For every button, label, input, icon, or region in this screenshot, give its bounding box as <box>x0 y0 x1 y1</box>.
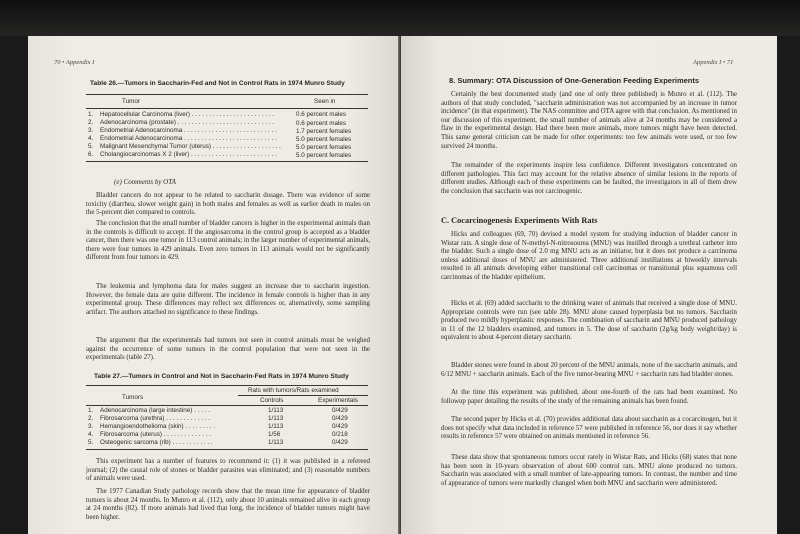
table27-group-rule <box>238 395 368 396</box>
comments-heading: (e) Comments by OTA <box>114 178 176 186</box>
table26-row-num: 5. <box>88 143 94 150</box>
table26-title-wrap <box>90 80 370 87</box>
table26-row-num: 6. <box>88 151 94 158</box>
table27-col-controls: Controls <box>260 397 284 404</box>
table26-title: Table 26.—Tumors in Saccharin-Fed and Not in Control Rats in 1974 Munro Study <box>90 80 345 87</box>
table26-bottom-rule <box>86 161 368 162</box>
table27-row-tumor: Hemangioendothelioma (skin) . . . . . . . . . <box>100 423 216 430</box>
right-para-4: Hicks et al. (69) added saccharin to the drinking water of animals that received a single dose of MNU. Appropriate controls were run (see table 28). MNU alone caused hyperplasia but no tumors. Saccharin produced two mildly hyperplastic responses. The combination of saccharin and MNU produced pathology in 11 of the 12 bladders examined, and tumors in 5. The dose of saccharin (2g/kg body weight/day) is equivalent to about 4-percent dietary saccharin. <box>441 300 737 342</box>
left-para-2: The conclusion that the small number of bladder cancers is higher in the experimental animals than in the controls is difficult to accept. If the angiosarcoma in the control group is accepted as a bladder cancer, then there was one tumor in 113 control animals; in the larger number of experimental animals, there were four tumors in 429 animals. Even zero tumors in 113 animals would not be significantly different from four tumors in 429. <box>86 220 370 262</box>
table27-col-experimentals: Experimentals <box>318 397 358 404</box>
left-para-1: Bladder cancers do not appear to be related to saccharin dosage. There was evidence of some toxicity (diarrhea, slower weight gain) in both males and females as well as earlier death in males on the 5-percent diet compared to controls. <box>86 192 370 217</box>
table27-top-rule <box>86 385 368 386</box>
table26-row-tumor: Malignant Mesenchymal Tumor (uterus) . . . . . . . . . . . . . . . . . . . . <box>100 143 281 150</box>
table27-row-experimentals: 0/429 <box>332 439 348 446</box>
table26-row-num: 3. <box>88 127 94 134</box>
left-running-head: 70 • Appendix I <box>54 59 95 66</box>
table27-row-tumor: Osteogenic sarcoma (rib) . . . . . . . . . . . . <box>100 439 213 446</box>
table27-row-controls: 1/113 <box>268 439 284 446</box>
table26-row-tumor: Cholangiocarcinomas X 2 (liver) . . . . . . . . . . . . . . . . . . . . . . . . . <box>100 151 277 158</box>
table27-row-tumor: Adenocarcinoma (large intestine) . . . . . <box>100 407 210 414</box>
table26-header-rule <box>86 108 368 109</box>
left-para-5: This experiment has a number of features to recommend it: (1) it was published in a refereed journal; (2) the causal role of stones or bladder parasites was eliminated; and (3) reasonable numbers of animals were used. <box>86 458 370 483</box>
table26-row-seen: 0.6 percent males <box>296 120 347 127</box>
table26-col-seen: Seen in <box>314 98 336 105</box>
table26-row-seen: 0.6 percent males <box>296 111 347 118</box>
right-para-1: Certainly the best documented study (and one of only three published) is Munro et al. (112). The authors of that study concluded, "saccharin administration was not accompanied by an increase in tumor incidence" (in that experiment). The NAS committee and OTA agree with that conclusion. As mentioned in our discussion of this experiment, the small number of animals alive at 24 months may be considered a flaw in the experimental design. Had there been more animals, more tumors might have been detected. This same general criticism can be made for other experiments: too few animals were used, or too few survived 24 months. <box>441 91 737 150</box>
table27-row-num: 3. <box>88 423 94 430</box>
table26-col-tumor: Tumor <box>122 98 140 105</box>
table27-row-num: 2. <box>88 415 94 422</box>
table27-row-num: 4. <box>88 431 94 438</box>
table27-title-wrap <box>94 373 370 380</box>
left-para-6: The 1977 Canadian Study pathology records show that the mean time for appearance of bladder tumors is about 24 months. In Munro et al. (112), only about 10 animals remained alive in each group at 24 months (82). If more animals had lived that long, the incidence of bladder tumors might have been higher. <box>86 488 370 521</box>
table26-row-seen: 5.0 percent females <box>296 152 352 159</box>
table27-row-experimentals: 0/429 <box>332 407 348 414</box>
right-para-8: These data show that spontaneous tumors occur rarely in Wistar Rats, and Hicks (68) states that none has been seen in 10-years observation of about 600 control rats. MNU alone produced no tumors. Saccharin was associated with a small number of late-appearing tumors. In contrast, the number and time of appearance of tumors were markedly changed when both MNU and saccharin were administered. <box>441 454 737 487</box>
table26-row-tumor: Adenocarcinoma (prostate) . . . . . . . . . . . . . . . . . . . . . . . . . . . . <box>100 119 274 126</box>
table27-header-rule <box>86 405 368 406</box>
table27-row-tumor: Fibrosarcoma (uterus) . . . . . . . . . . . . . . <box>100 431 211 438</box>
table26-row-tumor: Endometrial Adenocarcinoma . . . . . . . . . . . . . . . . . . . . . . . . . . . <box>100 135 277 142</box>
table27-bottom-rule <box>86 449 368 450</box>
table26-row-num: 1. <box>88 111 94 118</box>
table26-row-tumor: Endometrial Adenocarcinoma . . . . . . . . . . . . . . . . . . . . . . . . . . . <box>100 127 277 134</box>
table27-row-tumor: Fibrosarcoma (urethra) . . . . . . . . . . . . . <box>100 415 210 422</box>
table27-row-experimentals: 0/429 <box>332 423 348 430</box>
left-para-3: The leukemia and lymphoma data for males suggest an increase due to saccharin ingestion. However, the female data are quite different. The incidence in female controls is higher than in any experimental group. These differences may reflect sex differences or, alternatively, some sampling artifact. The authors attached no significance to these findings. <box>86 283 370 316</box>
table27-row-num: 5. <box>88 439 94 446</box>
table27-title: Table 27.—Tumors in Control and Not in Saccharin-Fed Rats in 1974 Munro Study <box>94 373 349 380</box>
table26-row-seen: 5.0 percent females <box>296 144 352 151</box>
table27-row-experimentals: 0/429 <box>332 415 348 422</box>
summary-heading: 8. Summary: OTA Discussion of One-Generation Feeding Experiments <box>449 76 700 85</box>
table27-row-controls: 1/56 <box>268 431 281 438</box>
left-page <box>28 36 400 534</box>
table26-row-num: 4. <box>88 135 94 142</box>
table27-row-experimentals: 0/218 <box>332 431 348 438</box>
table26-row-num: 2. <box>88 119 94 126</box>
table27-row-controls: 1/113 <box>268 407 284 414</box>
right-page <box>401 36 777 534</box>
table26-top-rule <box>86 94 368 95</box>
table27-col-tumors: Tumors <box>122 394 144 401</box>
right-para-3: Hicks and colleagues (69, 70) devised a model system for studying induction of bladder cancer in Wistar rats. A single dose of N-methyl-N-nitrosourea (MNU) was instilled through a urethral catheter into the bladder. Such a single dose of 2.0 mg MNU acts as an initiator, but it does not produce a carcinoma unless additional doses of MNU are administered. Three additional instillations at biweekly intervals resulted in all animals developing either transitional cell carcinomas or transitional plus squamous cell carcinomas of the bladder epithelium. <box>441 231 737 281</box>
table27-col-group: Rats with tumors/Rats examined <box>248 387 339 394</box>
right-para-2: The remainder of the experiments inspire less confidence. Different investigators concentrated on different pathologies. This fact may account for the relative absence of similar lesions in the reports of different studies. Although each of these experiments can be faulted, the investigators in all of them drew the conclusion that saccharin was not carcinogenic. <box>441 162 737 195</box>
table26-row-seen: 1.7 percent females <box>296 128 352 135</box>
right-para-5: Bladder stones were found in about 20 percent of the MNU animals, none of the saccharin animals, and 6/12 MNU + saccharin animals. Each of the five tumor-bearing MNU + saccharin rats had bladder stones. <box>441 362 737 378</box>
left-para-4: The argument that the experimentals had tumors not seen in control animals must be weighed against the occurrence of some tumors in the control population that were not seen in the experimentals (table 27). <box>86 337 370 362</box>
right-para-7: The second paper by Hicks et al. (70) provides additional data about saccharin as a cocarcinogen, but it does not specify what data included in reference 57 were published in reference 56, nor does it say whether results in reference 57 were obtained on animals mentioned in reference 56. <box>441 416 737 441</box>
table26-row-seen: 5.0 percent females <box>296 136 352 143</box>
right-running-head: Appendix I • 71 <box>693 59 734 66</box>
scanner-background-top <box>0 0 800 36</box>
table27-row-controls: 1/113 <box>268 415 284 422</box>
right-para-6: At the time this experiment was published, about one-fourth of the rats had been examined. No followup paper detailing the results of the study of the remaining animals has been found. <box>441 389 737 405</box>
section-heading: C. Cocarcinogenesis Experiments With Rats <box>441 216 598 225</box>
table27-row-controls: 1/113 <box>268 423 284 430</box>
table27-row-num: 1. <box>88 407 94 414</box>
table26-row-tumor: Hepatocellular Carcinoma (liver) . . . . . . . . . . . . . . . . . . . . . . . . <box>100 111 274 118</box>
